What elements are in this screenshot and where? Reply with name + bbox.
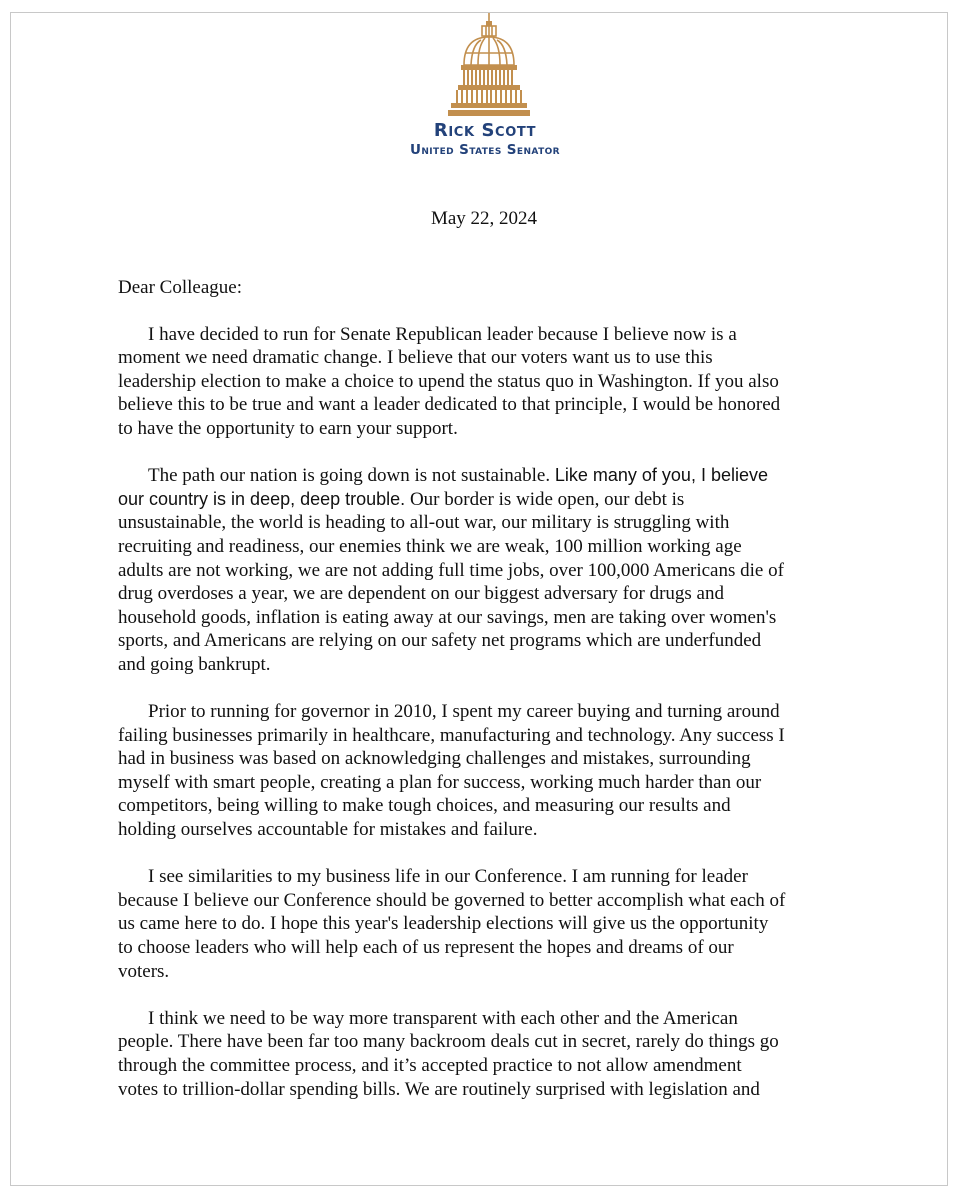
paragraph-5 — [118, 1007, 848, 1101]
paragraph-line: household goods, inflation is eating away at our savings, men are taking over women's — [118, 606, 777, 628]
paragraph-line: to have the opportunity to earn your support. — [118, 417, 458, 439]
senator-name: Rick Scott — [433, 120, 537, 141]
paragraph-line: had in business was based on acknowledging challenges and mistakes, surrounding — [118, 748, 751, 770]
letterhead — [11, 13, 947, 163]
paragraph-line: drug overdoses a year, we are dependent on our biggest adversary for drugs and — [118, 583, 724, 605]
paragraph-line: I see similarities to my business life in our Conference. I am running for leader — [148, 866, 748, 888]
paragraph-line: unsustainable, the world is heading to all-out war, our military is struggling with — [118, 512, 730, 534]
letter-page — [10, 12, 948, 1186]
paragraph-line: recruiting and readiness, our enemies think we are weak, 100 million working age — [118, 535, 742, 557]
paragraph-line: I have decided to run for Senate Republican leader because I believe now is a — [148, 323, 737, 345]
paragraph-text-sans: Like many of you, I believe — [554, 465, 768, 486]
paragraph-text: The path our nation is going down is not sustainable. — [148, 465, 555, 487]
paragraph-line: votes to trillion-dollar spending bills. We are routinely surprised with legislation and — [118, 1078, 760, 1100]
paragraph-1 — [118, 323, 848, 441]
paragraph-line: failing businesses primarily in healthcare, manufacturing and technology. Any success I — [118, 724, 785, 746]
paragraph-2 — [118, 464, 848, 676]
letter-body — [118, 276, 848, 1125]
paragraph-line — [118, 488, 848, 512]
paragraph-text-sans: our country is in deep, deep trouble. — [118, 488, 406, 509]
paragraph-line: and going bankrupt. — [118, 653, 271, 675]
paragraph-line: I think we need to be way more transparent with each other and the American — [148, 1007, 738, 1029]
paragraph-line: voters. — [118, 960, 170, 982]
paragraph-line: people. There have been far too many backroom deals cut in secret, rarely do things go — [118, 1031, 779, 1053]
paragraph-line: adults are not working, we are not adding full time jobs, over 100,000 Americans die of — [118, 559, 784, 581]
paragraph-line: holding ourselves accountable for mistakes and failure. — [118, 819, 538, 841]
paragraph-line: myself with smart people, creating a plan for success, working much harder than our — [118, 771, 762, 793]
paragraph-line: sports, and Americans are relying on our safety net programs which are underfunded — [118, 630, 762, 652]
capitol-dome-icon — [447, 13, 531, 119]
letter-date: May 22, 2024 — [430, 208, 538, 229]
paragraph-text: Our border is wide open, our debt is — [405, 488, 685, 510]
paragraph-line: leadership election to make a choice to upend the status quo in Washington. If you also — [118, 370, 779, 392]
paragraph-line: because I believe our Conference should be governed to better accomplish what each of — [118, 889, 786, 911]
paragraph-line: us came here to do. I hope this year's leadership elections will give us the opportunity — [118, 913, 769, 935]
paragraph-line: moment we need dramatic change. I believe that our voters want us to use this — [118, 347, 713, 369]
senator-title: United States Senator — [410, 142, 560, 158]
paragraph-line: believe this to be true and want a leader dedicated to that principle, I would be honored — [118, 394, 781, 416]
paragraph-line: competitors, being willing to make tough choices, and measuring our results and — [118, 795, 731, 817]
paragraph-4 — [118, 865, 848, 983]
paragraph-line — [118, 464, 848, 488]
paragraph-line: Prior to running for governor in 2010, I spent my career buying and turning around — [148, 701, 780, 723]
salutation: Dear Colleague: — [118, 277, 242, 298]
paragraph-3 — [118, 700, 848, 842]
paragraph-line: to choose leaders who will help each of us represent the hopes and dreams of our — [118, 937, 734, 959]
paragraph-line: through the committee process, and it’s accepted practice to not allow amendment — [118, 1055, 742, 1076]
